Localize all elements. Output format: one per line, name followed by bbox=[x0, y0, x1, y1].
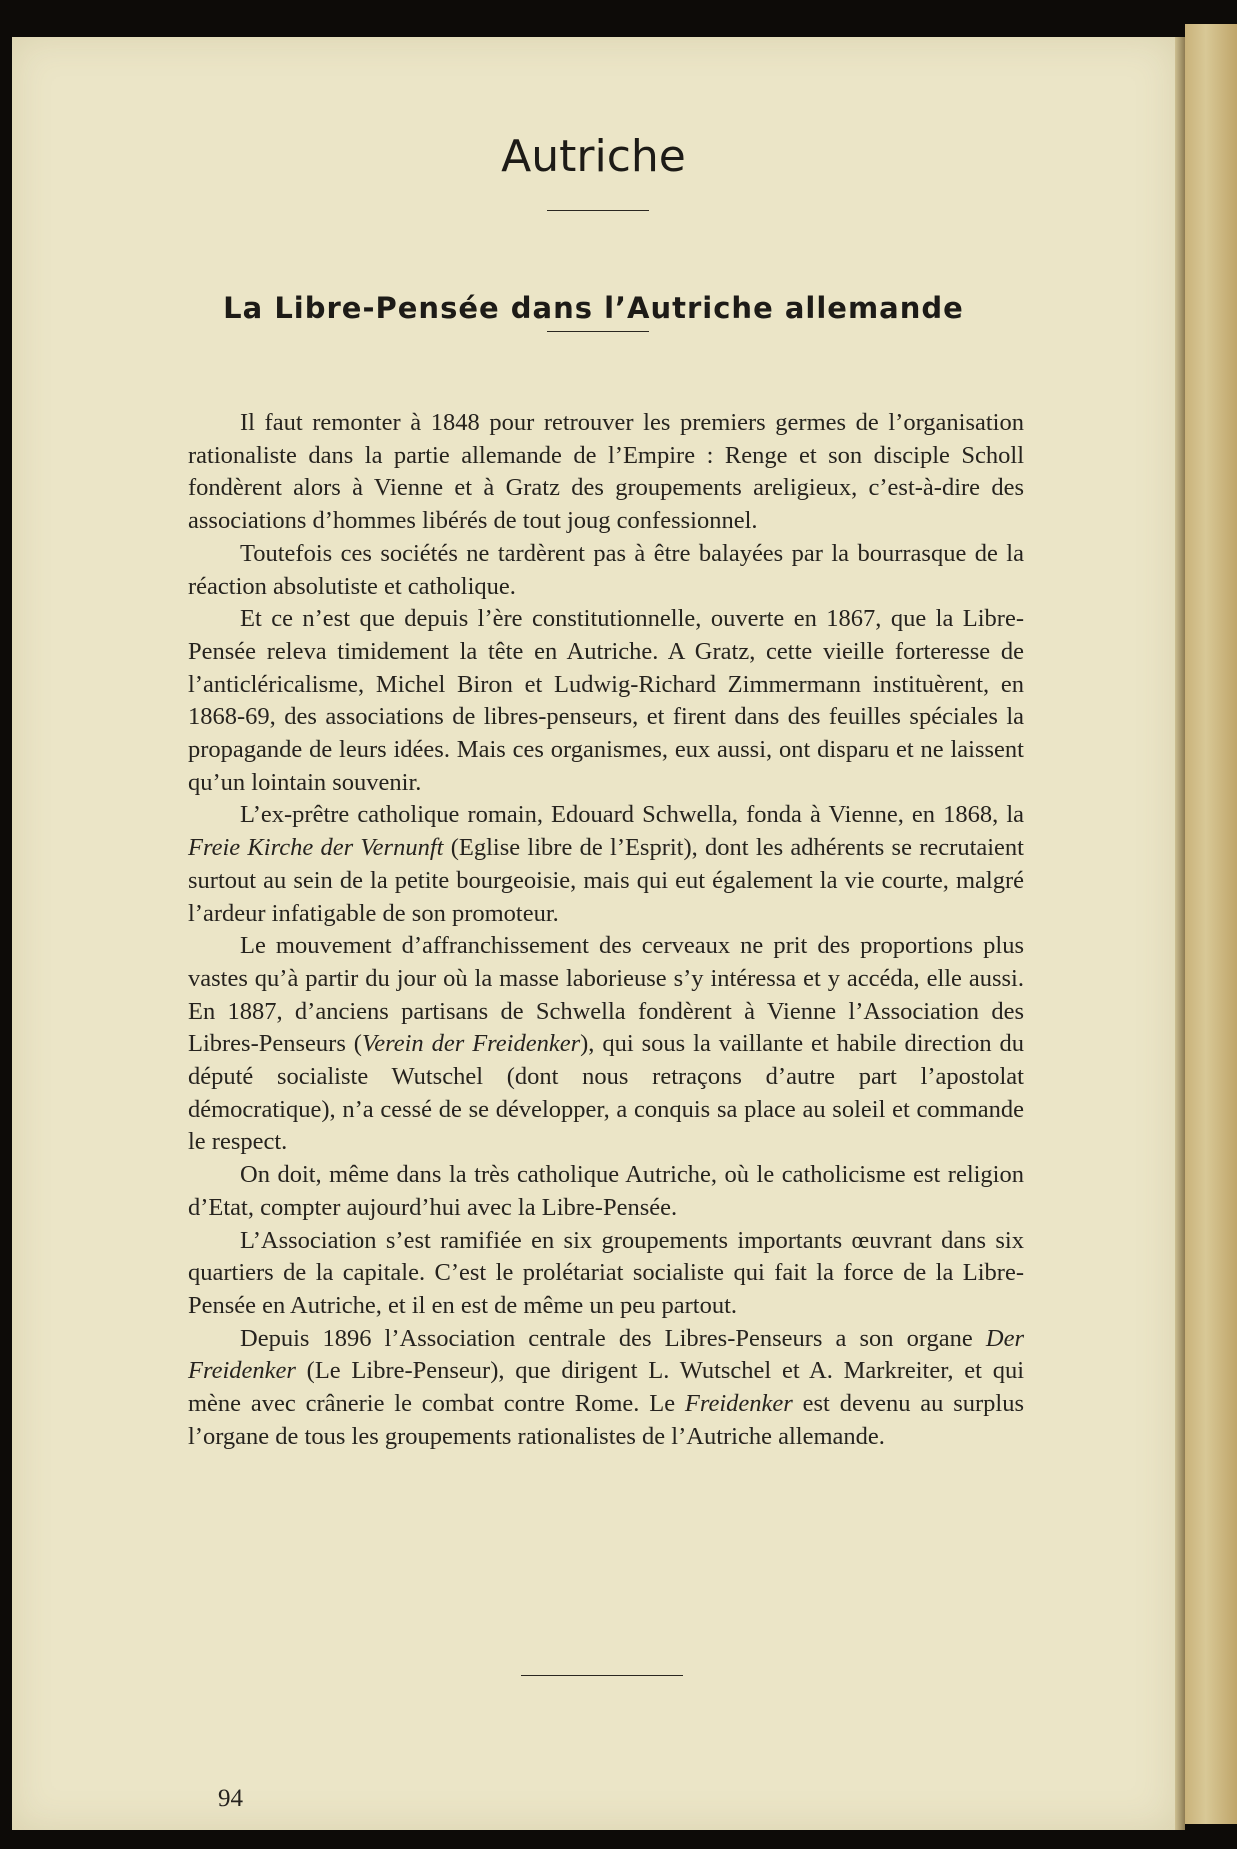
text-run: (Le Libre-Penseur), que dirigent L. Wutschel et A. Markreiter, et qui mène avec crânerie le combat contre Rome. Le bbox=[188, 1357, 1024, 1418]
text-run: L’ex-prêtre catholique romain, Edouard Schwella, fonda à Vienne, en 1868, la bbox=[240, 801, 1024, 829]
article-body bbox=[188, 407, 1024, 1454]
text-run: L’Association s’est ramifiée en six groupements importants œuvrant dans six quartiers de la capitale. C’est le prolétariat socialiste qui fait la force de la Libre-Pensée en Autriche, et il en est de même un peu partout. bbox=[188, 1226, 1024, 1319]
text-run: Et ce n’est que depuis l’ère constitutionnelle, ouverte en 1867, que la Libre-Pensée releva timidement la tête en Autriche. A Gratz, cette vieille forteresse de l’anticléricalisme, Michel Biron et Ludwig-Richard Zimmermann instituèrent, en 1868-69, des associations de libres-penseurs, et firent dans des feuilles spéciales la propagande de leurs idées. Mais ces organismes, eux aussi, ont disparu et ne laissent qu’un lointain souvenir. bbox=[188, 605, 1024, 796]
paragraph bbox=[188, 407, 1024, 538]
facing-page-edge bbox=[1185, 24, 1237, 1824]
paragraph bbox=[188, 538, 1024, 603]
section-subtitle: La Libre-Pensée dans l’Autriche allemande bbox=[223, 291, 964, 325]
paragraph bbox=[188, 930, 1024, 1159]
end-rule bbox=[521, 1675, 683, 1676]
title-rule bbox=[547, 210, 649, 211]
text-run: Il faut remonter à 1848 pour retrouver les premiers germes de l’organisation rationaliste dans la partie allemande de l’Empire : Renge et son disciple Scholl fondèrent alors à Vienne et à Gratz des groupements areligieux, c’est-à-dire des associations d’hommes libérés de tout joug confessionnel. bbox=[188, 409, 1024, 535]
paragraph bbox=[188, 799, 1024, 930]
paragraph bbox=[188, 603, 1024, 799]
paragraph bbox=[188, 1323, 1024, 1454]
text-run: Le mouvement d’affranchissement des cerveaux ne prit des proportions plus vastes qu’à partir du jour où la masse laborieuse s’y intéressa et y accéda, elle aussi. En 1887, d’anciens partisans de Schwella fondèrent à Vienne l’Association des Libres-Penseurs ( bbox=[188, 932, 1024, 1058]
text-run: On doit, même dans la très catholique Autriche, où le catholicisme est religion d’Etat, compter aujourd’hui avec la Libre-Pensée. bbox=[188, 1161, 1024, 1221]
book-spine-shadow bbox=[1175, 37, 1185, 1830]
paragraph bbox=[188, 1159, 1024, 1224]
paragraph bbox=[188, 1225, 1024, 1323]
page-number: 94 bbox=[218, 1785, 243, 1812]
text-run: est devenu au surplus l’organe de tous les groupements rationalistes de l’Autriche allemande. bbox=[188, 1390, 1024, 1450]
italic-title: Freie Kirche der Vernunft bbox=[188, 834, 444, 862]
italic-title: Verein der Freidenker bbox=[361, 1030, 581, 1058]
text-run: Toutefois ces sociétés ne tardèrent pas à être balayées par la bourrasque de la réaction absolutiste et catholique. bbox=[188, 539, 1024, 600]
page-title: Autriche bbox=[501, 131, 686, 182]
italic-title: Der Freidenker bbox=[188, 1324, 1024, 1385]
text-run: (Eglise libre de l’Esprit), dont les adhérents se recrutaient surtout au sein de la petite bourgeoisie, mais qui eut également la vie courte, malgré l’ardeur infatigable de son promoteur. bbox=[188, 834, 1024, 927]
italic-title: Freidenker bbox=[684, 1390, 793, 1418]
book-page bbox=[12, 37, 1175, 1830]
subtitle-rule bbox=[547, 331, 649, 332]
text-run: ), qui sous la vaillante et habile direction du député socialiste Wutschel (dont nous retraçons d’autre part l’apostolat démocratique), n’a cessé de se développer, a conquis sa place au soleil et commande le respect. bbox=[188, 1030, 1025, 1156]
text-run: Depuis 1896 l’Association centrale des Libres-Penseurs a son organe bbox=[240, 1324, 986, 1352]
